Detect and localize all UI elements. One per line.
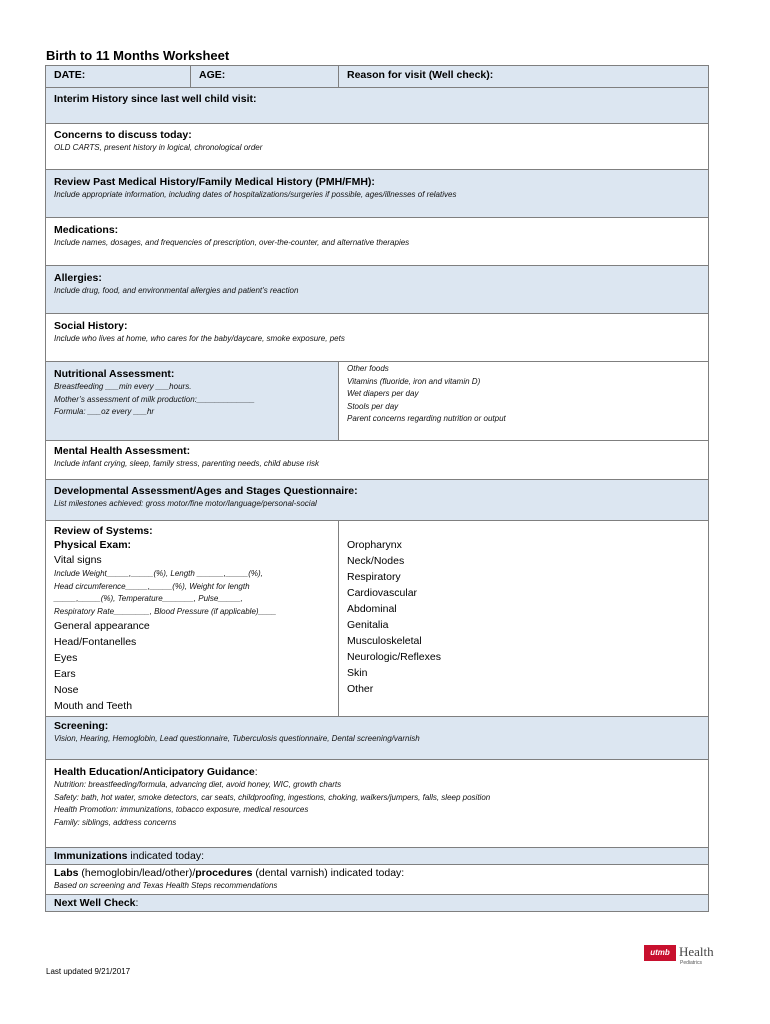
vitals-label: Vital signs <box>54 554 102 566</box>
screening-row <box>46 717 709 760</box>
exam-item: Mouth and Teeth <box>54 700 133 712</box>
exam-item: General appearance <box>54 620 150 632</box>
exam-item: Genitalia <box>347 619 389 631</box>
developmental-row <box>46 480 709 521</box>
nutrition-item: Vitamins (fluoride, iron and vitamin D) <box>347 376 481 386</box>
social-field[interactable] <box>46 314 709 362</box>
medications-label: Medications: <box>54 224 119 236</box>
exam-item: Cardiovascular <box>347 587 418 599</box>
nutrition-item: Stools per day <box>347 401 399 411</box>
exam-item: Other <box>347 683 374 695</box>
interim-row <box>46 88 709 124</box>
age-field[interactable]: AGE: <box>191 66 339 88</box>
pmh-field[interactable] <box>46 170 709 218</box>
education-line: Health Promotion: immunizations, tobacco exposure, medical resources <box>54 805 309 814</box>
mental-row <box>46 441 709 480</box>
ros-row <box>46 521 709 717</box>
nutrition-item: Wet diapers per day <box>347 389 419 398</box>
exam-item: Skin <box>347 667 368 679</box>
last-updated: Last updated 9/21/2017 <box>46 967 131 976</box>
vitals-line: Head circumference_____,_____(%), Weight for length <box>54 581 250 591</box>
date-field[interactable]: DATE: <box>46 66 191 88</box>
allergies-field[interactable] <box>46 266 709 314</box>
exam-label: Physical Exam: <box>54 539 132 551</box>
allergies-row <box>46 266 709 314</box>
nutrition-item: Other foods <box>347 364 389 373</box>
exam-item: Eyes <box>54 652 78 664</box>
immunizations-field[interactable] <box>46 848 709 865</box>
labs-label: Labs (hemoglobin/lead/other)/procedures (dental varnish) indicated today: <box>54 867 405 879</box>
nutrition-details[interactable] <box>339 362 709 441</box>
nutrition-line: Breastfeeding ___min every ___hours. <box>54 382 192 391</box>
education-line: Family: siblings, address concerns <box>54 817 177 827</box>
logo-wordmark: Health <box>679 944 714 959</box>
exam-item: Abdominal <box>347 603 397 615</box>
developmental-field[interactable] <box>46 480 709 521</box>
pmh-label: Review Past Medical History/Family Medical History (PMH/FMH): <box>54 176 375 188</box>
nutrition-line: Mother’s assessment of milk production:_____________ <box>54 394 255 404</box>
nutrition-row <box>46 362 709 441</box>
mental-label: Mental Health Assessment: <box>54 445 191 457</box>
exam-item: Head/Fontanelles <box>54 636 137 648</box>
education-row <box>46 760 709 848</box>
interim-field[interactable] <box>46 88 709 124</box>
exam-item: Oropharynx <box>347 539 402 551</box>
worksheet-title: Birth to 11 Months Worksheet <box>46 48 230 63</box>
concerns-row <box>46 124 709 170</box>
labs-hint: Based on screening and Texas Health Steps recommendations <box>54 881 278 890</box>
ros-field[interactable] <box>46 521 339 717</box>
exam-item: Musculoskeletal <box>347 635 422 647</box>
vitals-line: Include Weight_____,_____(%), Length ______,_____(%), <box>54 569 263 578</box>
labs-field[interactable] <box>46 865 709 895</box>
vitals-line: Respiratory Rate________, Blood Pressure (if applicable)____ <box>54 606 277 616</box>
education-line: Nutrition: breastfeeding/formula, advancing diet, avoid honey, WIC, growth charts <box>54 780 342 789</box>
nutrition-item: Parent concerns regarding nutrition or output <box>347 414 506 423</box>
allergies-label: Allergies: <box>54 272 102 284</box>
immunizations-label: Immunizations indicated today: <box>54 850 204 862</box>
next-check-label: Next Well Check: <box>54 896 139 909</box>
developmental-hint: List milestones achieved: gross motor/fine motor/language/personal-social <box>54 499 317 508</box>
social-row <box>46 314 709 362</box>
social-hint: Include who lives at home, who cares for the baby/daycare, smoke exposure, pets <box>54 334 345 343</box>
exam-item: Ears <box>54 668 76 680</box>
labs-row <box>46 865 709 895</box>
utmb-health-logo <box>644 942 714 968</box>
ros-label: Review of Systems: <box>54 525 153 537</box>
medications-row <box>46 218 709 266</box>
concerns-field[interactable] <box>46 124 709 170</box>
exam-item: Respiratory <box>347 571 401 583</box>
screening-field[interactable] <box>46 717 709 760</box>
concerns-label: Concerns to discuss today: <box>54 129 192 141</box>
concerns-hint: OLD CARTS, present history in logical, chronological order <box>54 143 263 152</box>
screening-label: Screening: <box>54 720 109 732</box>
nutrition-field[interactable] <box>46 362 339 441</box>
mental-field[interactable] <box>46 441 709 480</box>
medications-hint: Include names, dosages, and frequencies of prescription, over-the-counter, and alternative therapies <box>54 238 410 247</box>
pmh-hint: Include appropriate information, including dates of hospitalizations/surgeries if possible, ages/illnesses of relatives <box>54 190 457 199</box>
header-row <box>46 66 709 88</box>
education-line: Safety: bath, hot water, smoke detectors, car seats, childproofing, ingestions, choking, walkers/jumpers, falls, sleep position <box>54 792 491 802</box>
utmb-logo-mark: utmb <box>644 945 676 961</box>
medications-field[interactable] <box>46 218 709 266</box>
immunizations-row <box>46 848 709 865</box>
next-check-field[interactable] <box>46 894 709 911</box>
exam-item: Neurologic/Reflexes <box>347 651 441 663</box>
vitals-line: _____,_____(%), Temperature_______, Pulse_____, <box>54 594 243 603</box>
reason-field[interactable]: Reason for visit (Well check): <box>339 66 709 88</box>
mental-hint: Include infant crying, sleep, family stress, parenting needs, child abuse risk <box>54 459 320 468</box>
exam-item: Neck/Nodes <box>347 555 405 567</box>
allergies-hint: Include drug, food, and environmental allergies and patient’s reaction <box>54 286 299 295</box>
developmental-label: Developmental Assessment/Ages and Stages Questionnaire: <box>54 485 358 497</box>
ros-systems[interactable] <box>339 521 709 717</box>
social-label: Social History: <box>54 320 128 332</box>
nutrition-label: Nutritional Assessment: <box>54 368 175 380</box>
exam-item: Nose <box>54 684 79 696</box>
logo-subtitle: Pediatrics <box>680 960 702 966</box>
worksheet-table <box>45 65 709 912</box>
education-label: Health Education/Anticipatory Guidance: <box>54 766 258 778</box>
nutrition-line: Formula: ___oz every ___hr <box>54 407 155 416</box>
screening-hint: Vision, Hearing, Hemoglobin, Lead questionnaire, Tuberculosis questionnaire, Dental screening/varnish <box>54 734 420 743</box>
next-row <box>46 894 709 911</box>
interim-label: Interim History since last well child visit: <box>54 93 257 105</box>
education-field[interactable] <box>46 760 709 848</box>
pmh-row <box>46 170 709 218</box>
